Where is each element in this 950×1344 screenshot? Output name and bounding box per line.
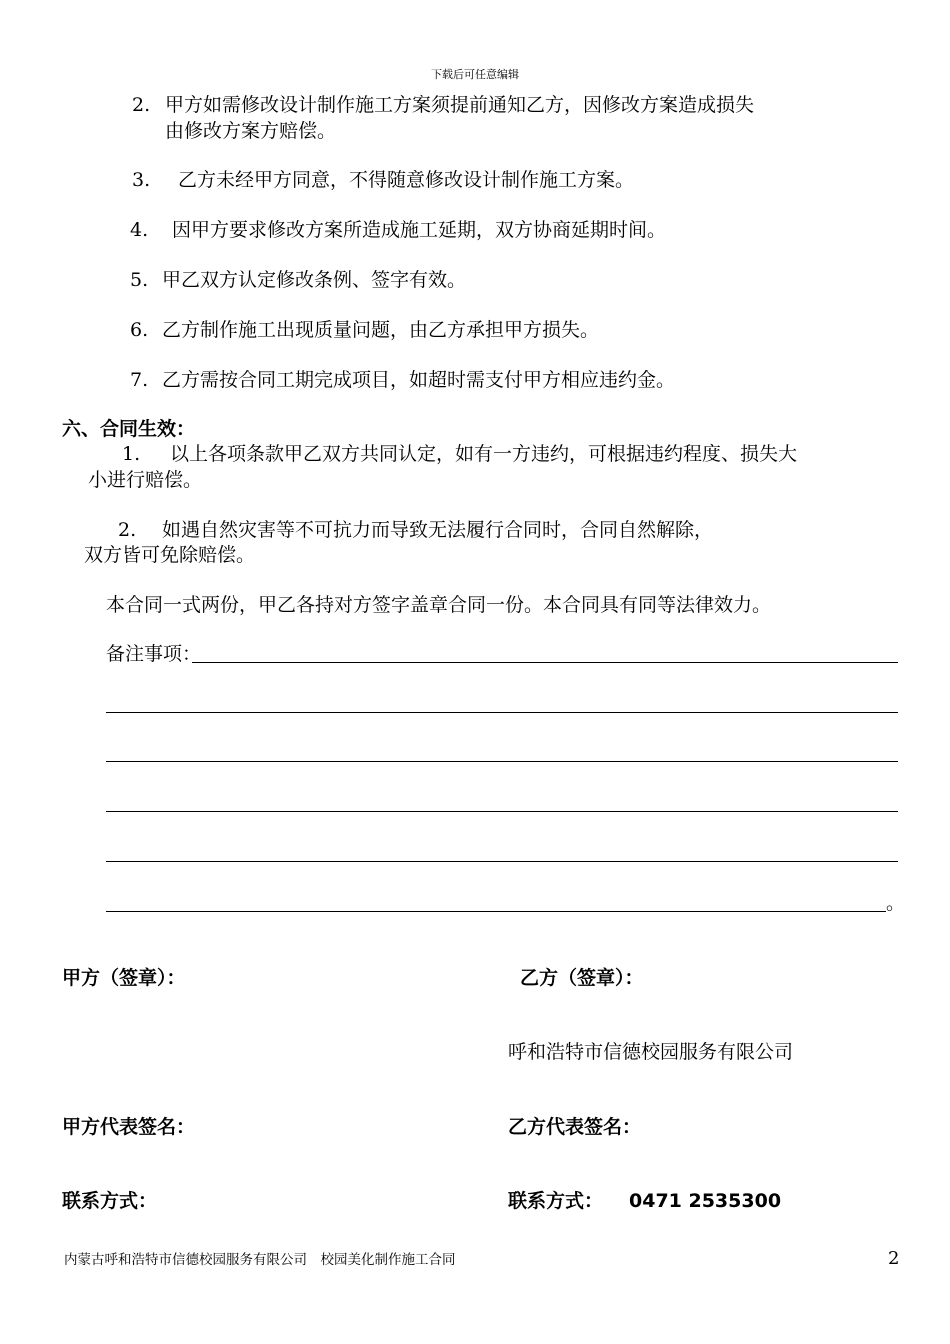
party-b-phone: 0471 2535300 [629, 1190, 782, 1212]
party-a-rep-label: 甲方代表签名： [62, 1116, 196, 1138]
party-a-contact-label: 联系方式： [62, 1190, 158, 1212]
clause-text: 因甲方要求修改方案所造成施工延期，双方协商延期时间。 [172, 219, 667, 241]
remarks-label: 备注事项： [106, 643, 202, 665]
remarks-line [106, 712, 898, 713]
footer-text: 内蒙古呼和浩特市信德校园服务有限公司 校园美化制作施工合同 [64, 1252, 456, 1268]
clause-number: 2. [132, 94, 151, 116]
clause-text: 乙方制作施工出现质量问题，由乙方承担甲方损失。 [162, 319, 600, 341]
section-title: 六、合同生效： [62, 418, 196, 440]
copies-statement: 本合同一式两份，甲乙各持对方签字盖章合同一份。本合同具有同等法律效力。 [106, 594, 772, 616]
clause-text: 乙方未经甲方同意，不得随意修改设计制作施工方案。 [178, 169, 635, 191]
party-b-rep-label: 乙方代表签名： [508, 1116, 642, 1138]
party-b-contact-label: 联系方式： [508, 1190, 604, 1212]
party-b-seal-label: 乙方（签章）： [520, 967, 644, 989]
remarks-line [192, 662, 898, 663]
section-item-text: 以上各项条款甲乙双方共同认定，如有一方违约，可根据违约程度、损失大 [170, 443, 798, 465]
section-item-text-continued: 小进行赔偿。 [88, 469, 203, 491]
clause-text: 乙方需按合同工期完成项目，如超时需支付甲方相应违约金。 [162, 369, 676, 391]
clause-text-continued: 由修改方案方赔偿。 [165, 120, 337, 142]
party-b-company: 呼和浩特市信德校园服务有限公司 [508, 1041, 794, 1063]
remarks-line [106, 761, 898, 762]
clause-number: 6. [130, 319, 149, 341]
remarks-line [106, 811, 898, 812]
section-item-text-continued: 双方皆可免除赔偿。 [84, 544, 256, 566]
header-note: 下载后可任意编辑 [431, 68, 519, 81]
party-a-seal-label: 甲方（签章）： [62, 967, 186, 989]
remarks-line [106, 861, 898, 862]
clause-number: 4. [130, 219, 149, 241]
page-number: 2 [888, 1248, 900, 1269]
remarks-line [106, 911, 886, 912]
section-item-number: 1. [122, 443, 141, 465]
clause-number: 7. [130, 369, 149, 391]
clause-number: 5. [130, 269, 149, 291]
section-item-number: 2. [118, 519, 137, 541]
section-item-text: 如遇自然灾害等不可抗力而导致无法履行合同时，合同自然解除， [162, 519, 714, 541]
remarks-end-mark: 。 [886, 892, 906, 914]
clause-number: 3. [132, 169, 151, 191]
clause-text: 甲乙双方认定修改条例、签字有效。 [162, 269, 467, 291]
clause-text: 甲方如需修改设计制作施工方案须提前通知乙方，因修改方案造成损失 [165, 94, 755, 116]
